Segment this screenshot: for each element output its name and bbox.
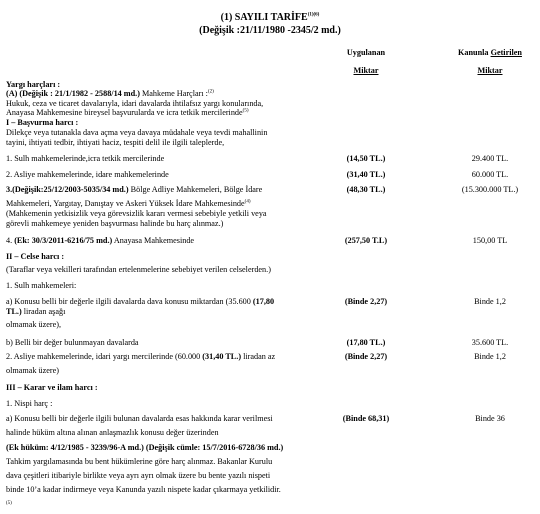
section-yargi-amend-bold: (A) (Değişik : 21/1/1982 - 2588/14 md.) bbox=[6, 89, 140, 98]
section-III-ek-line3: dava çeşitleri itibariyle birlikte veya ayrı ayrı olmak üzere bu bente yazılı nispeti bbox=[6, 471, 271, 480]
section-I-row1-label: 1. Sulh mahkemelerinde,icra tetkik mercilerinde bbox=[6, 154, 165, 163]
section-I-row3-applied: (48,30 TL.) bbox=[346, 185, 386, 194]
section-I-row3-statutory: (15.300.000 TL.) bbox=[461, 185, 519, 194]
section-II-a-pre: a) Konusu belli bir değerle ilgili davalarda dava konusu miktardan (35.600 bbox=[6, 297, 253, 306]
section-II-item2-pre: 2. Asliye mahkemelerinde, idari yargı mercilerinde (60.000 bbox=[6, 352, 203, 361]
footnote-mark: (5) bbox=[6, 501, 12, 506]
section-I-row3-line1 bbox=[6, 185, 262, 195]
section-II-item2-bold: (31,40 TL.) bbox=[202, 352, 242, 361]
section-yargi-amend-sup: (2) bbox=[207, 89, 214, 95]
section-yargi-scope-sup: (5) bbox=[242, 108, 249, 114]
section-I-row4-pre: 4. bbox=[6, 236, 15, 245]
section-yargi-scope-1: Hukuk, ceza ve ticaret davalarıyla, idari davalarda ihtilafsız yargı konularında, bbox=[6, 99, 264, 108]
section-III-ek-line2: Tahkim yargılamasında bu bent hükümlerine göre harç alınmaz. Bakanlar Kurulu bbox=[6, 457, 273, 466]
section-II-item2-applied: (Binde 2,27) bbox=[344, 352, 388, 361]
section-I-row3-line2-text: Mahkemeleri, Yargıtay, Danıştay ve Askeri Yüksek İdare Mahkemesinde bbox=[6, 199, 245, 208]
section-I-row3-bold: 3.(Değişik:25/12/2003-5035/34 md.) bbox=[6, 185, 129, 194]
section-II-item2-line1 bbox=[6, 352, 275, 362]
section-I-row4-rest: Anayasa Mahkemesinde bbox=[112, 236, 195, 245]
title-footnote: (1)(6) bbox=[307, 12, 320, 18]
col-header-applied-2: Miktar bbox=[353, 66, 379, 75]
col-header-applied-1: Uygulanan bbox=[346, 48, 386, 57]
section-I-row4-label bbox=[6, 236, 194, 246]
section-yargi-amend bbox=[6, 89, 214, 99]
section-II-a-applied: (Binde 2,27) bbox=[344, 297, 388, 306]
title-text: (1) SAYILI TARİFE bbox=[220, 12, 308, 23]
section-II-a-line3: olmamak üzere), bbox=[6, 320, 62, 329]
section-yargi-heading: Yargı harçları : bbox=[6, 80, 61, 89]
section-II-a-bold2: TL.) bbox=[6, 307, 22, 316]
col-header-statutory-1 bbox=[440, 48, 540, 58]
section-III-ek-bold: (Ek hüküm: 4/12/1985 - 3239/96-A md.) (Değişik cümle: 15/7/2016-6728/36 md.) bbox=[6, 443, 284, 452]
section-II-a-statutory: Binde 1,2 bbox=[474, 297, 506, 306]
section-yargi-scope-2-text: Anayasa Mahkemesine bireysel başvurularda ve icra tetkik mercilerinde bbox=[6, 108, 243, 117]
section-III-item1: 1. Nispi harç : bbox=[6, 399, 53, 408]
section-I-row3-line4: görevli mahkemeye yeniden başvurması halinde bu harç alınmaz.) bbox=[6, 219, 224, 228]
section-I-row1-statutory: 29.400 TL. bbox=[471, 154, 509, 163]
section-II-b-label: b) Belli bir değer bulunmayan davalarda bbox=[6, 338, 139, 347]
section-III-a-applied: (Binde 68,31) bbox=[342, 414, 390, 423]
col-header-statutory-2: Miktar bbox=[477, 66, 503, 75]
section-I-desc-2: tayini, ihtiyati tedbir, ihtiyati haciz, tespiti delil ile ilgili taleplerde, bbox=[6, 138, 225, 147]
section-II-item2-line2: olmamak üzere) bbox=[6, 366, 59, 375]
section-III-a-line1: a) Konusu belli bir değerle ilgili bulunan davalarda esas hakkında karar verilmesi bbox=[6, 414, 273, 423]
section-I-row3-rest: Bölge Adliye Mahkemeleri, Bölge İdare bbox=[128, 185, 263, 194]
section-II-note: (Taraflar veya vekilleri tarafından ertelenmelerine sebebiyet verilen celselerden.) bbox=[6, 265, 271, 274]
section-II-a-line2 bbox=[6, 307, 65, 317]
section-III-a-line2: halinde hüküm altına alınan anlaşmazlık konusu değer üzerinden bbox=[6, 428, 219, 437]
section-I-row4-applied: (257,50 T.L) bbox=[344, 236, 388, 245]
section-III-a-statutory: Binde 36 bbox=[475, 414, 505, 423]
section-I-row1-applied: (14,50 TL.) bbox=[346, 154, 386, 163]
section-I-row2-applied: (31,40 TL.) bbox=[346, 170, 386, 179]
section-I-desc-1: Dilekçe veya tutanakla dava açma veya davaya müdahale veya tevdi mahallinin bbox=[6, 128, 268, 137]
section-I-row4-bold: (Ek: 30/3/2011-6216/75 md.) bbox=[14, 236, 113, 245]
section-II-a-bold1: (17,80 bbox=[252, 297, 275, 306]
section-I-row3-line3: (Mahkemenin yetkisizlik veya görevsizlik kararı vermesi sebebiyle yetkili veya bbox=[6, 209, 267, 218]
section-II-a-line1 bbox=[6, 297, 274, 307]
section-II-item2-statutory: Binde 1,2 bbox=[474, 352, 506, 361]
section-III-ek-line4: binde 10’a kadar indirmeye veya Kanunda yazılı nispete kadar çıkarmaya yetkilidir. bbox=[6, 485, 281, 494]
section-II-b-statutory: 35.600 TL. bbox=[471, 338, 509, 347]
section-II-item2-rest: liradan az bbox=[241, 352, 276, 361]
section-II-a-rest2: liradan aşağı bbox=[21, 307, 66, 316]
section-I-heading: I – Başvurma harcı : bbox=[6, 118, 79, 127]
section-yargi-scope-2 bbox=[6, 108, 249, 118]
section-I-row2-statutory: 60.000 TL. bbox=[471, 170, 509, 179]
section-I-row3-sup: (4) bbox=[244, 199, 251, 205]
section-yargi-amend-rest: Mahkeme Harçları : bbox=[139, 89, 208, 98]
section-III-heading: III – Karar ve ilam harcı : bbox=[6, 383, 98, 392]
section-II-item1: 1. Sulh mahkemeleri: bbox=[6, 281, 77, 290]
section-II-heading: II – Celse harcı : bbox=[6, 252, 65, 261]
col-header-statutory-1-pre: Kanunla bbox=[458, 48, 491, 57]
page-title bbox=[0, 12, 540, 23]
section-II-b-applied: (17,80 TL.) bbox=[346, 338, 386, 347]
section-I-row2-label: 2. Asliye mahkemelerinde, idare mahkemelerinde bbox=[6, 170, 169, 179]
page-subtitle: (Değişik :21/11/1980 -2345/2 md.) bbox=[199, 25, 341, 36]
col-header-statutory-1-under: Getirilen bbox=[490, 48, 522, 57]
section-I-row3-line2 bbox=[6, 199, 251, 209]
section-I-row4-statutory: 150,00 TL bbox=[472, 236, 508, 245]
